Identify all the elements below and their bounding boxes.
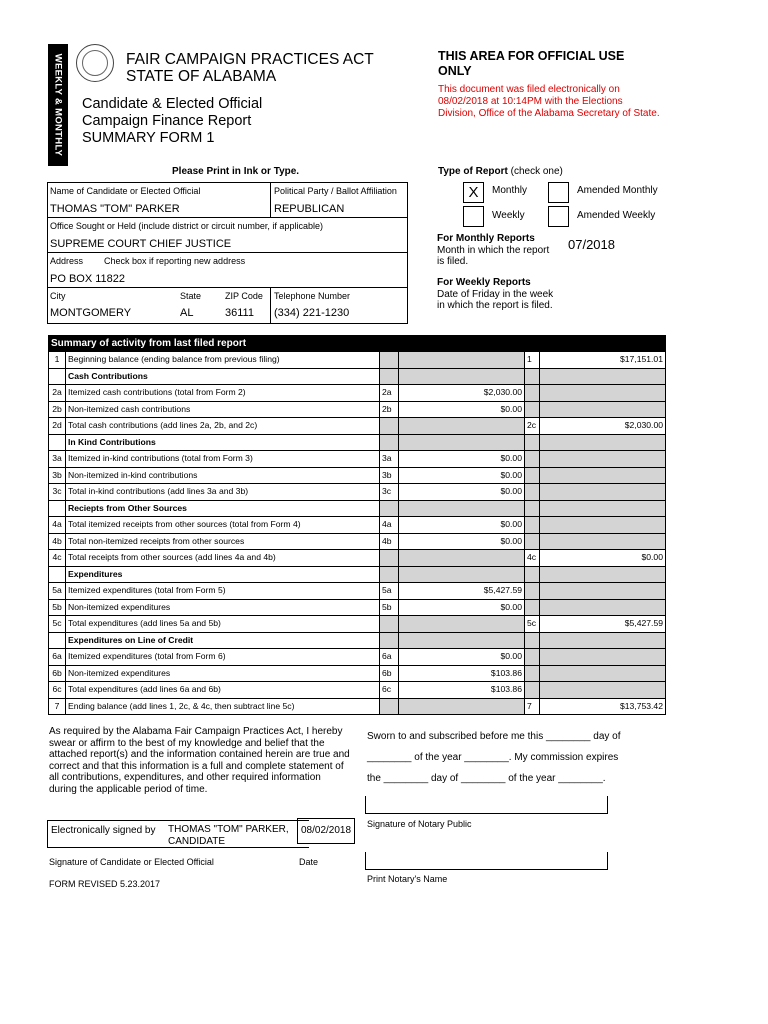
notary-name-field[interactable] [365, 852, 608, 870]
summary-line-row [49, 682, 666, 699]
right-amount [540, 665, 666, 682]
candidate-name-field[interactable]: THOMAS "TOM" PARKER [50, 203, 180, 215]
shaded-cell [380, 434, 399, 451]
line-number-cell [49, 500, 66, 517]
line-number: 4c [49, 550, 66, 567]
right-code [525, 682, 540, 699]
right-amount [540, 385, 666, 402]
phone-label: Telephone Number [274, 291, 351, 301]
mid-amount[interactable]: $103.86 [399, 665, 525, 682]
mid-amount [399, 352, 525, 369]
sworn-line: ________ of the year ________. My commission expires [367, 752, 619, 763]
line-description: Itemized cash contributions (total from Form 2) [66, 385, 380, 402]
right-amount [540, 451, 666, 468]
mid-code [380, 550, 399, 567]
office-field[interactable]: SUPREME COURT CHIEF JUSTICE [50, 238, 232, 250]
mid-amount[interactable]: $0.00 [399, 533, 525, 550]
right-code [525, 401, 540, 418]
right-code [525, 533, 540, 550]
line-number: 3a [49, 451, 66, 468]
shaded-cell [525, 632, 540, 649]
monthly-checkbox[interactable]: X [463, 182, 484, 203]
shaded-cell [399, 632, 525, 649]
shaded-cell [380, 500, 399, 517]
right-code: 7 [525, 698, 540, 715]
summary-section-row [49, 566, 666, 583]
right-code [525, 599, 540, 616]
line-number: 4b [49, 533, 66, 550]
notary-signature-caption: Signature of Notary Public [367, 819, 472, 829]
right-code: 4c [525, 550, 540, 567]
line-description: Total receipts from other sources (add lines 4a and 4b) [66, 550, 380, 567]
right-code [525, 484, 540, 501]
line-description: Itemized expenditures (total from Form 5) [66, 583, 380, 600]
date-caption: Date [299, 857, 319, 867]
line-description: Non-itemized in-kind contributions [66, 467, 380, 484]
summary-line-row [49, 599, 666, 616]
line-description: Total in-kind contributions (add lines 3a and 3b) [66, 484, 380, 501]
mid-amount[interactable]: $0.00 [399, 517, 525, 534]
line-number: 5b [49, 599, 66, 616]
line-number: 2d [49, 418, 66, 435]
right-code [525, 467, 540, 484]
report-type-label: Type of Report [438, 166, 508, 177]
line-number-cell [49, 632, 66, 649]
sworn-text [367, 726, 621, 789]
state-field[interactable]: AL [180, 307, 194, 319]
line-number: 5a [49, 583, 66, 600]
summary-section-row [49, 368, 666, 385]
office-label: Office Sought or Held (include district or circuit number, if applicable) [50, 221, 323, 231]
weekly-reports-desc2: in which the report is filed. [437, 300, 553, 311]
summary-line-row [49, 352, 666, 369]
right-amount [540, 517, 666, 534]
right-code [525, 649, 540, 666]
line-number-cell [49, 566, 66, 583]
line-description: Non-itemized cash contributions [66, 401, 380, 418]
shaded-cell [525, 368, 540, 385]
mid-amount [399, 698, 525, 715]
summary-line-row [49, 467, 666, 484]
header-line5: SUMMARY FORM 1 [82, 130, 215, 146]
print-note: Please Print in Ink or Type. [172, 166, 300, 177]
summary-line-row [49, 385, 666, 402]
right-code: 1 [525, 352, 540, 369]
affirmation-line: swear or affirm to the best of my knowledge and belief that the [49, 737, 325, 749]
shaded-cell [525, 500, 540, 517]
amended-monthly-label: Amended Monthly [577, 185, 658, 196]
form-revision: FORM REVISED 5.23.2017 [49, 879, 161, 889]
summary-line-row [49, 649, 666, 666]
weekly-reports-desc1: Date of Friday in the week [437, 289, 554, 300]
shaded-cell [380, 566, 399, 583]
shaded-cell [525, 566, 540, 583]
weekly-label: Weekly [492, 210, 525, 221]
affirmation-line: As required by the Alabama Fair Campaign Practices Act, I hereby [49, 726, 343, 737]
section-heading: Reciepts from Other Sources [66, 500, 380, 517]
state-seal-icon [76, 44, 114, 82]
address-label: Address [50, 256, 84, 266]
right-code: 5c [525, 616, 540, 633]
sworn-line: the ________ day of ________ of the year ________. [367, 773, 606, 784]
amended-monthly-checkbox[interactable] [548, 182, 569, 203]
line-description: Non-itemized expenditures [66, 665, 380, 682]
right-amount [540, 682, 666, 699]
summary-line-row [49, 698, 666, 715]
mid-amount[interactable]: $103.86 [399, 682, 525, 699]
mid-amount[interactable]: $0.00 [399, 599, 525, 616]
right-amount[interactable]: $5,427.59 [540, 616, 666, 633]
summary-line-row [49, 533, 666, 550]
mid-code: 6b [380, 665, 399, 682]
address-checkbox-label[interactable]: Check box if reporting new address [104, 256, 246, 266]
official-title2: ONLY [438, 64, 472, 78]
official-note3: Division, Office of the Alabama Secretary of State. [438, 108, 660, 119]
city-label: City [50, 291, 66, 301]
report-type-title [438, 166, 563, 177]
right-amount [540, 484, 666, 501]
zip-field[interactable]: 36111 [225, 307, 254, 319]
state-label: State [180, 291, 202, 301]
section-heading: In Kind Contributions [66, 434, 380, 451]
summary-section-row [49, 500, 666, 517]
right-amount [540, 583, 666, 600]
signer-name-line1: THOMAS "TOM" PARKER, [168, 824, 289, 835]
party-field[interactable]: REPUBLICAN [274, 203, 345, 215]
summary-line-row [49, 616, 666, 633]
right-code [525, 451, 540, 468]
mid-code [380, 418, 399, 435]
line-number: 6a [49, 649, 66, 666]
mid-code: 3b [380, 467, 399, 484]
monthly-reports-desc2: is filed. [437, 256, 469, 267]
line-description: Total expenditures (add lines 6a and 6b) [66, 682, 380, 699]
monthly-label: Monthly [492, 185, 528, 196]
affirmation-line: attached report(s) and the information contained herein are true and [49, 749, 350, 761]
right-amount [540, 467, 666, 484]
header-line2: STATE OF ALABAMA [126, 68, 277, 85]
line-number: 3b [49, 467, 66, 484]
mid-amount [399, 418, 525, 435]
monthly-reports-desc1: Month in which the report [437, 245, 550, 256]
mid-code [380, 698, 399, 715]
line-number: 1 [49, 352, 66, 369]
line-number: 3c [49, 484, 66, 501]
shaded-cell [540, 566, 666, 583]
summary-section-row [49, 434, 666, 451]
summary-line-row [49, 665, 666, 682]
right-code: 2c [525, 418, 540, 435]
shaded-cell [399, 566, 525, 583]
phone-field[interactable]: (334) 221-1230 [274, 307, 350, 319]
right-amount[interactable]: $0.00 [540, 550, 666, 567]
section-heading: Expenditures on Line of Credit [66, 632, 380, 649]
mid-code: 4b [380, 533, 399, 550]
summary-section-row [49, 632, 666, 649]
shaded-cell [380, 632, 399, 649]
line-description: Total non-itemized receipts from other sources [66, 533, 380, 550]
mid-amount[interactable]: $0.00 [399, 467, 525, 484]
monthly-report-period-field[interactable]: 07/2018 [568, 237, 615, 252]
section-heading: Cash Contributions [66, 368, 380, 385]
shaded-cell [540, 632, 666, 649]
mid-code: 5a [380, 583, 399, 600]
mid-amount[interactable]: $0.00 [399, 649, 525, 666]
shaded-cell [540, 500, 666, 517]
line-number-cell [49, 368, 66, 385]
line-description: Total cash contributions (add lines 2a, 2b, and 2c) [66, 418, 380, 435]
mid-code [380, 616, 399, 633]
address-field[interactable]: PO BOX 11822 [50, 273, 126, 285]
zip-label: ZIP Code [225, 291, 263, 301]
mid-code: 5b [380, 599, 399, 616]
right-amount [540, 533, 666, 550]
form-type-tab-label: WEEKLY & MONTHLY [52, 53, 64, 157]
line-description: Total expenditures (add lines 5a and 5b) [66, 616, 380, 633]
shaded-cell [399, 500, 525, 517]
summary-line-row [49, 451, 666, 468]
shaded-cell [540, 368, 666, 385]
affirmation-line: during the applicable period of time. [49, 783, 208, 795]
line-description: Non-itemized expenditures [66, 599, 380, 616]
mid-code: 3c [380, 484, 399, 501]
line-description: Total itemized receipts from other sources (total from Form 4) [66, 517, 380, 534]
signature-caption: Signature of Candidate or Elected Official [49, 857, 214, 867]
line-number: 2b [49, 401, 66, 418]
affirmation-line: all contributions, expenditures, and other required information [49, 772, 321, 784]
weekly-reports-heading: For Weekly Reports [437, 277, 531, 288]
line-description: Ending balance (add lines 1, 2c, & 4c, then subtract line 5c) [66, 698, 380, 715]
mid-code: 6c [380, 682, 399, 699]
right-amount[interactable]: $2,030.00 [540, 418, 666, 435]
summary-line-row [49, 583, 666, 600]
right-code [525, 665, 540, 682]
summary-line-row [49, 517, 666, 534]
shaded-cell [525, 434, 540, 451]
line-number: 7 [49, 698, 66, 715]
shaded-cell [380, 368, 399, 385]
mid-code: 3a [380, 451, 399, 468]
sworn-line: Sworn to and subscribed before me this ________ day of [367, 731, 621, 742]
summary-line-row [49, 401, 666, 418]
line-number-cell [49, 434, 66, 451]
right-amount[interactable]: $13,753.42 [540, 698, 666, 715]
mid-amount[interactable]: $2,030.00 [399, 385, 525, 402]
line-number: 6c [49, 682, 66, 699]
line-number: 4a [49, 517, 66, 534]
mid-amount[interactable]: $5,427.59 [399, 583, 525, 600]
mid-code [380, 352, 399, 369]
signer-name [168, 824, 289, 848]
report-type-hint: (check one) [510, 166, 563, 177]
summary-line-row [49, 418, 666, 435]
name-label: Name of Candidate or Elected Official [50, 186, 201, 196]
mid-amount [399, 616, 525, 633]
right-code [525, 385, 540, 402]
mid-code: 2a [380, 385, 399, 402]
mid-code: 6a [380, 649, 399, 666]
mid-amount[interactable]: $0.00 [399, 484, 525, 501]
signer-name-line2: CANDIDATE [168, 836, 226, 847]
official-note1: This document was filed electronically on [438, 84, 620, 95]
official-note2: 08/02/2018 at 10:14PM with the Elections [438, 96, 623, 107]
amended-weekly-checkbox[interactable] [548, 206, 569, 227]
affirmation-text [49, 726, 350, 796]
party-label: Political Party / Ballot Affiliation [274, 186, 397, 196]
right-code [525, 583, 540, 600]
city-field[interactable]: MONTGOMERY [50, 307, 132, 319]
signed-by-label: Electronically signed by [51, 825, 156, 836]
official-title1: THIS AREA FOR OFFICIAL USE [438, 49, 625, 63]
right-amount [540, 649, 666, 666]
amended-weekly-label: Amended Weekly [577, 210, 656, 221]
right-amount [540, 401, 666, 418]
monthly-reports-heading: For Monthly Reports [437, 233, 535, 244]
header-line4: Campaign Finance Report [82, 113, 252, 129]
summary-title: Summary of activity from last filed report [49, 336, 666, 352]
summary-line-row [49, 550, 666, 567]
line-description: Beginning balance (ending balance from previous filing) [66, 352, 380, 369]
mid-code: 2b [380, 401, 399, 418]
line-number: 5c [49, 616, 66, 633]
notary-name-caption: Print Notary's Name [367, 874, 448, 884]
affirmation-line: correct and that this information is a full and complete statement of [49, 760, 344, 772]
signature-date: 08/02/2018 [301, 825, 352, 836]
shaded-cell [399, 368, 525, 385]
shaded-cell [540, 434, 666, 451]
right-code [525, 517, 540, 534]
line-number: 6b [49, 665, 66, 682]
weekly-checkbox[interactable] [463, 206, 484, 227]
mid-amount [399, 550, 525, 567]
mid-code: 4a [380, 517, 399, 534]
summary-line-row [49, 484, 666, 501]
line-description: Itemized expenditures (total from Form 6) [66, 649, 380, 666]
shaded-cell [399, 434, 525, 451]
summary-table [48, 335, 666, 715]
right-amount [540, 599, 666, 616]
section-heading: Expenditures [66, 566, 380, 583]
right-amount[interactable]: $17,151.01 [540, 352, 666, 369]
notary-signature-field[interactable] [365, 796, 608, 814]
line-description: Itemized in-kind contributions (total from Form 3) [66, 451, 380, 468]
header-line1: FAIR CAMPAIGN PRACTICES ACT [126, 51, 374, 68]
line-number: 2a [49, 385, 66, 402]
header-line3: Candidate & Elected Official [82, 96, 263, 112]
mid-amount[interactable]: $0.00 [399, 401, 525, 418]
mid-amount[interactable]: $0.00 [399, 451, 525, 468]
form-type-tab [48, 44, 68, 166]
